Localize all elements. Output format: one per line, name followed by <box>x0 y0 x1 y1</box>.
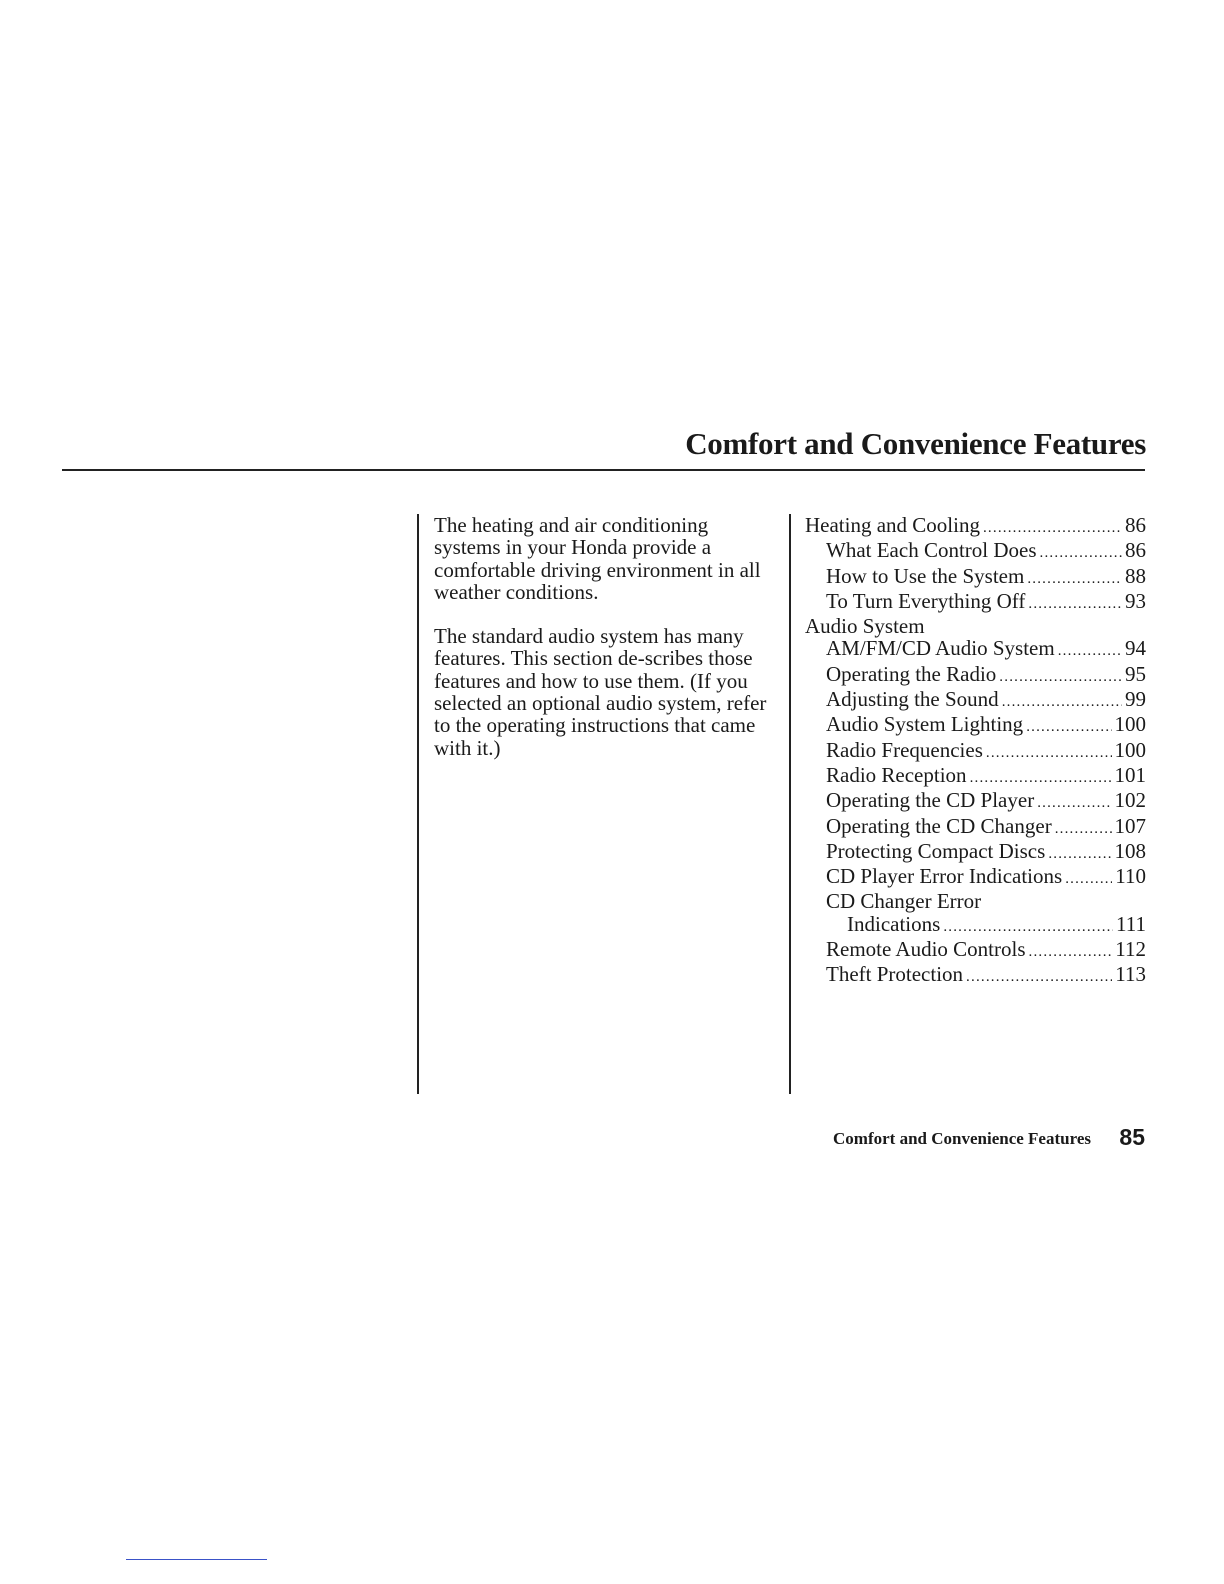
toc-entry[interactable] <box>805 913 1146 938</box>
toc-entry-label: Radio Frequencies <box>826 737 983 762</box>
toc-entry[interactable] <box>805 615 1146 637</box>
toc-entry-page: 95 <box>1125 661 1146 686</box>
column-divider-right <box>789 514 791 1094</box>
toc-entry-label: Heating and Cooling <box>805 513 980 537</box>
toc-entry-page: 111 <box>1116 911 1146 936</box>
toc-dot-leader <box>970 767 1112 789</box>
toc-entry-page: 110 <box>1115 864 1146 889</box>
page-title: Comfort and Convenience Features <box>685 426 1146 461</box>
toc-entry[interactable] <box>805 815 1146 840</box>
toc-entry-label: What Each Control Does <box>826 538 1037 563</box>
header-rule <box>62 469 1145 471</box>
toc-entry[interactable] <box>805 938 1146 963</box>
toc-dot-leader <box>943 916 1113 938</box>
toc-entry-page: 101 <box>1114 762 1146 787</box>
toc-entry-page: 94 <box>1125 636 1146 661</box>
toc-entry-label: CD Player Error Indications <box>826 864 1063 889</box>
page-number: 85 <box>1119 1124 1145 1150</box>
toc-entry-label: Adjusting the Sound <box>826 687 999 712</box>
toc-entry[interactable] <box>805 739 1146 764</box>
toc-entry-label: How to Use the System <box>826 563 1025 588</box>
toc-entry-label: Remote Audio Controls <box>826 937 1026 962</box>
toc-dot-leader <box>1055 818 1112 840</box>
toc-entry-label: Audio System Lighting <box>826 712 1024 737</box>
toc-dot-leader <box>1002 691 1122 713</box>
toc-dot-leader <box>1058 640 1122 662</box>
toc-dot-leader <box>1037 792 1111 814</box>
toc-entry[interactable] <box>805 865 1146 890</box>
toc-entry[interactable] <box>805 890 1146 912</box>
toc-dot-leader <box>999 666 1122 688</box>
intro-text <box>434 514 774 781</box>
toc-entry-page: 108 <box>1114 838 1146 863</box>
intro-paragraph: The heating and air conditioning systems in your Honda provide a comfortable driving environment in all weather conditions. <box>434 513 761 604</box>
toc-entry-page: 100 <box>1114 712 1146 737</box>
toc-entry[interactable] <box>805 789 1146 814</box>
toc-entry[interactable] <box>805 539 1146 564</box>
toc-entry-label: Protecting Compact Discs <box>826 838 1046 863</box>
intro-paragraph: The standard audio system has many features. This section de-scribes those features and how to use them. (If you selected an optional audio system, refer to the operating instructions that came with it.) <box>434 624 767 760</box>
toc-entry-label: Radio Reception <box>826 762 967 787</box>
toc-entry[interactable] <box>805 713 1146 738</box>
toc-entry-page: 102 <box>1114 788 1146 813</box>
toc-entry-label: To Turn Everything Off <box>826 588 1026 613</box>
toc-entry-label: Theft Protection <box>826 962 964 987</box>
toc-entry-label: AM/FM/CD Audio System <box>826 636 1055 661</box>
toc-entry-page: 93 <box>1125 588 1146 613</box>
toc-entry[interactable] <box>805 590 1146 615</box>
toc-entry-page: 113 <box>1115 962 1146 987</box>
toc-entry-label: Indications <box>847 911 941 936</box>
toc-entry-label: Audio System <box>805 614 925 639</box>
toc-entry-page: 107 <box>1114 813 1146 838</box>
toc-entry[interactable] <box>805 514 1146 539</box>
footer-section-title: Comfort and Convenience Features <box>833 1129 1091 1148</box>
toc-dot-leader <box>1048 843 1111 865</box>
toc-dot-leader <box>1028 593 1122 615</box>
toc-entry-label: Operating the CD Changer <box>826 813 1052 838</box>
toc-entry[interactable] <box>805 565 1146 590</box>
toc-entry-label: Operating the Radio <box>826 661 997 686</box>
toc-dot-leader <box>1029 941 1113 963</box>
toc-entry[interactable] <box>805 764 1146 789</box>
table-of-contents <box>805 514 1146 989</box>
toc-entry-page: 86 <box>1125 538 1146 563</box>
toc-entry-page: 88 <box>1125 563 1146 588</box>
toc-dot-leader <box>1026 716 1111 738</box>
column-divider-left <box>417 514 419 1094</box>
toc-entry[interactable] <box>805 637 1146 662</box>
toc-entry[interactable] <box>805 840 1146 865</box>
toc-entry-page: 112 <box>1115 937 1146 962</box>
toc-entry[interactable] <box>805 963 1146 988</box>
toc-dot-leader <box>1027 568 1122 590</box>
toc-entry[interactable] <box>805 663 1146 688</box>
bottom-rule <box>126 1559 267 1560</box>
toc-entry-label: Operating the CD Player <box>826 788 1035 813</box>
toc-dot-leader <box>1065 868 1112 890</box>
toc-entry-page: 86 <box>1125 513 1146 537</box>
toc-dot-leader <box>986 742 1112 764</box>
toc-entry-page: 100 <box>1114 737 1146 762</box>
toc-entry[interactable] <box>805 688 1146 713</box>
toc-dot-leader <box>983 517 1122 539</box>
toc-dot-leader <box>1040 542 1122 564</box>
toc-entry-page: 99 <box>1125 687 1146 712</box>
toc-entry-label: CD Changer Error <box>826 889 982 914</box>
toc-dot-leader <box>966 966 1112 988</box>
